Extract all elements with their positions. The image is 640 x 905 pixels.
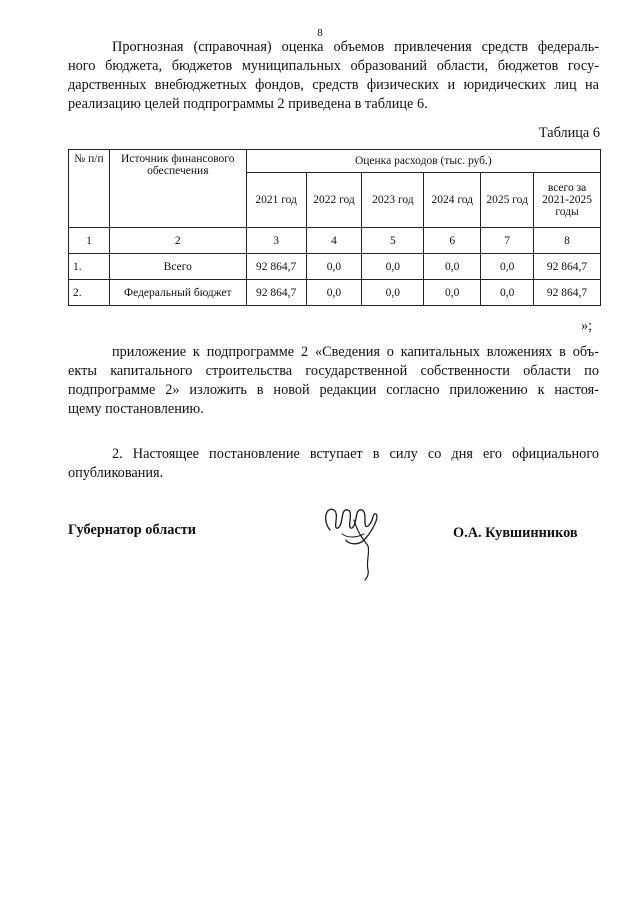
text-line: екты капитального строительства государственной собственности области по — [68, 363, 599, 379]
header-year: 2021 год — [246, 173, 306, 228]
appendix-paragraph — [68, 343, 599, 419]
handwritten-signature — [318, 500, 388, 582]
row-source: Всего — [109, 254, 246, 280]
row-value: 92 864,7 — [534, 280, 601, 306]
header-year: 2022 год — [306, 173, 362, 228]
table-caption: Таблица 6 — [538, 125, 600, 141]
text-line: ного бюджета, бюджетов муниципальных образований области, бюджетов госу- — [68, 58, 599, 74]
index-cell: 4 — [306, 228, 362, 254]
row-value: 0,0 — [424, 254, 481, 280]
table-row — [69, 280, 601, 306]
header-year: 2025 год — [481, 173, 534, 228]
row-num: 1. — [69, 254, 110, 280]
signatory-name: О.А. Кувшинников — [453, 525, 578, 541]
row-value: 92 864,7 — [534, 254, 601, 280]
row-value: 0,0 — [481, 254, 534, 280]
index-cell: 7 — [481, 228, 534, 254]
row-value: 0,0 — [362, 254, 424, 280]
row-num: 2. — [69, 280, 110, 306]
text-line: щему постановлению. — [68, 401, 204, 417]
text-line: опубликования. — [68, 465, 164, 481]
funding-table — [68, 149, 601, 306]
row-value: 0,0 — [362, 280, 424, 306]
header-year: 2024 год — [424, 173, 481, 228]
row-value: 92 864,7 — [246, 254, 306, 280]
closing-quote: »; — [581, 318, 593, 334]
row-source: Федеральный бюджет — [109, 280, 246, 306]
effective-date-paragraph — [68, 445, 599, 483]
page-number: 8 — [317, 27, 323, 39]
header-num: № п/п — [69, 150, 110, 228]
text-line: подпрограмме 2» изложить в новой редакции согласно приложению к настоя- — [68, 382, 599, 398]
intro-paragraph — [68, 38, 599, 114]
index-cell: 1 — [69, 228, 110, 254]
row-value: 92 864,7 — [246, 280, 306, 306]
table-row — [69, 254, 601, 280]
text-line: Прогнозная (справочная) оценка объемов привлечения средств федераль- — [112, 39, 599, 55]
row-value: 0,0 — [424, 280, 481, 306]
index-cell: 8 — [534, 228, 601, 254]
header-total: всего за 2021-2025 годы — [534, 173, 601, 228]
row-value: 0,0 — [481, 280, 534, 306]
text-line: дарственных внебюджетных фондов, средств физических и юридических лиц на — [68, 77, 599, 93]
signatory-title: Губернатор области — [68, 522, 197, 538]
text-line: 2. Настоящее постановление вступает в силу со дня его официального — [112, 446, 599, 462]
table-header-row — [69, 150, 601, 173]
text-line: реализацию целей подпрограммы 2 приведена в таблице 6. — [68, 96, 428, 112]
index-cell: 3 — [246, 228, 306, 254]
header-year: 2023 год — [362, 173, 424, 228]
index-cell: 5 — [362, 228, 424, 254]
index-cell: 2 — [109, 228, 246, 254]
header-source: Источник финансового обеспечения — [109, 150, 246, 228]
row-value: 0,0 — [306, 280, 362, 306]
table-index-row — [69, 228, 601, 254]
text-line: приложение к подпрограмме 2 «Сведения о капитальных вложениях в объ- — [112, 344, 599, 360]
header-expense-estimate: Оценка расходов (тыс. руб.) — [246, 150, 600, 173]
index-cell: 6 — [424, 228, 481, 254]
row-value: 0,0 — [306, 254, 362, 280]
